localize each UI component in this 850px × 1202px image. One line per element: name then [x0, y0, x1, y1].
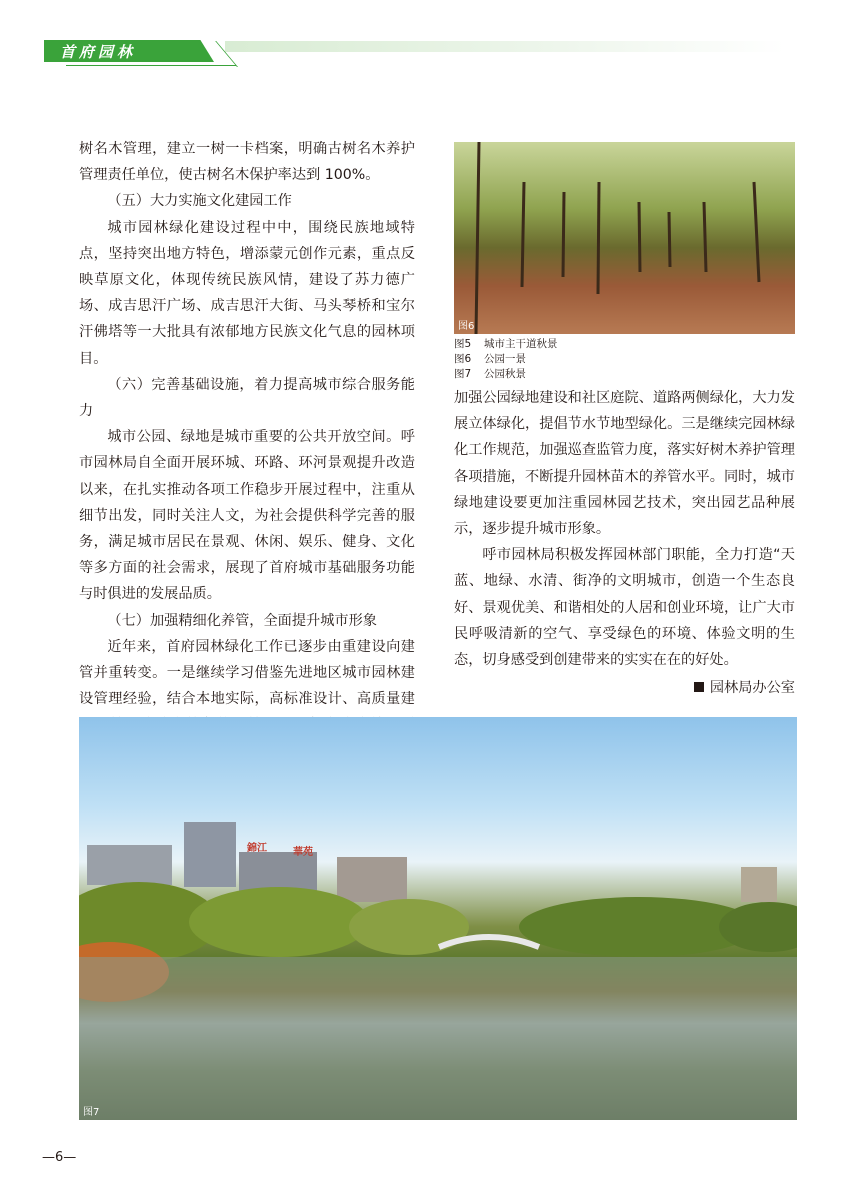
section-heading: （五）大力实施文化建园工作 — [107, 193, 292, 210]
caption-text: 公园一景 — [484, 353, 526, 365]
section-heading: （七）加强精细化养管，全面提升城市形象 — [107, 612, 377, 629]
caption-number: 图5 — [454, 338, 472, 350]
page-number: —6— — [42, 1150, 77, 1165]
page-header — [0, 0, 850, 70]
caption-number: 图7 — [454, 368, 472, 380]
paragraph: 树名木管理，建立一树一卡档案，明确古树名木养护管理责任单位，使古树名木保护率达到 100%。 — [79, 141, 415, 184]
building-sign: 華苑 — [293, 847, 313, 858]
caption-number: 图6 — [454, 353, 472, 365]
caption — [454, 353, 526, 366]
paragraph: 近年来，首府园林绿化工作已逐步由重建设向建管并重转变。一是继续学习借鉴先进地区城市园林建设管理经验，结合本地实际，高标准设计、高质量建 — [79, 638, 415, 708]
caption-text: 城市主干道秋景 — [484, 338, 558, 350]
photo-autumn-trees — [454, 142, 795, 334]
photo-park-lake — [79, 717, 797, 1120]
caption — [454, 368, 526, 381]
paragraph: 城市公园、绿地是城市重要的公共开放空间。呼市园林局自全面开展环城、环路、环河景观提升改造以来，在扎实推动各项工作稳步开展过程中，注重从细节出发，同时关注人文，为社会提供科学完善的服务，满足城市居民在景观、休闲、娱乐、健身、文化等多方面的社会需求，展现了首府城市基础服务功能与时俱进的发展品质。 — [79, 429, 415, 603]
paragraph: 加强公园绿地建设和社区庭院、道路两侧绿化，大力发展立体绿化，提倡节水节地型绿化。三是继续完园林绿化工作规范，加强巡查监管力度，落实好树木养护管理各项措施，不断提升园林苗木的养管水平。同时，城市绿地建设要更加注重园林园艺技术，突出园艺品种展示，逐步提升城市形象。 — [454, 390, 795, 538]
paragraph: 呼市园林局积极发挥园林部门职能，全力打造“天蓝、地绿、水清、街净的文明城市，创造一个生态良好、景观优美、和谐相处的人居和创业环境，让广大市民呼吸清新的空气、享受绿色的环境、体验文明的生态，切身感受到创建带来的实实在在的好处。 — [454, 547, 795, 669]
building-sign: 錦江 — [247, 843, 267, 854]
right-column — [454, 385, 795, 673]
photo-label: 图6 — [458, 321, 475, 332]
header-gradient-bar — [225, 41, 785, 52]
section-heading: （六）完善基础设施，着力提高城市综合服务能力 — [79, 376, 415, 420]
paragraph: 城市园林绿化建设过程中中，围绕民族地域特点，坚持突出地方特色，增添蒙元创作元素，重点反映草原文化，体现传统民族风情，建设了苏力德广场、成吉思汗广场、成吉思汗大街、马头琴桥和宝尔汗佛塔等一大批具有浓郁地方民族文化气息的园林项目。 — [79, 219, 415, 367]
magazine-title: 首府园林 — [60, 43, 137, 61]
photo-label: 图7 — [83, 1107, 100, 1118]
caption-text: 公园秋景 — [484, 368, 526, 380]
square-bullet-icon — [694, 682, 704, 692]
caption — [454, 338, 558, 351]
park-scene-illustration — [79, 717, 797, 1120]
author-signature — [694, 677, 795, 699]
author-name: 园林局办公室 — [709, 680, 795, 696]
tree-trunks-illustration — [454, 142, 795, 334]
left-column — [79, 136, 415, 791]
